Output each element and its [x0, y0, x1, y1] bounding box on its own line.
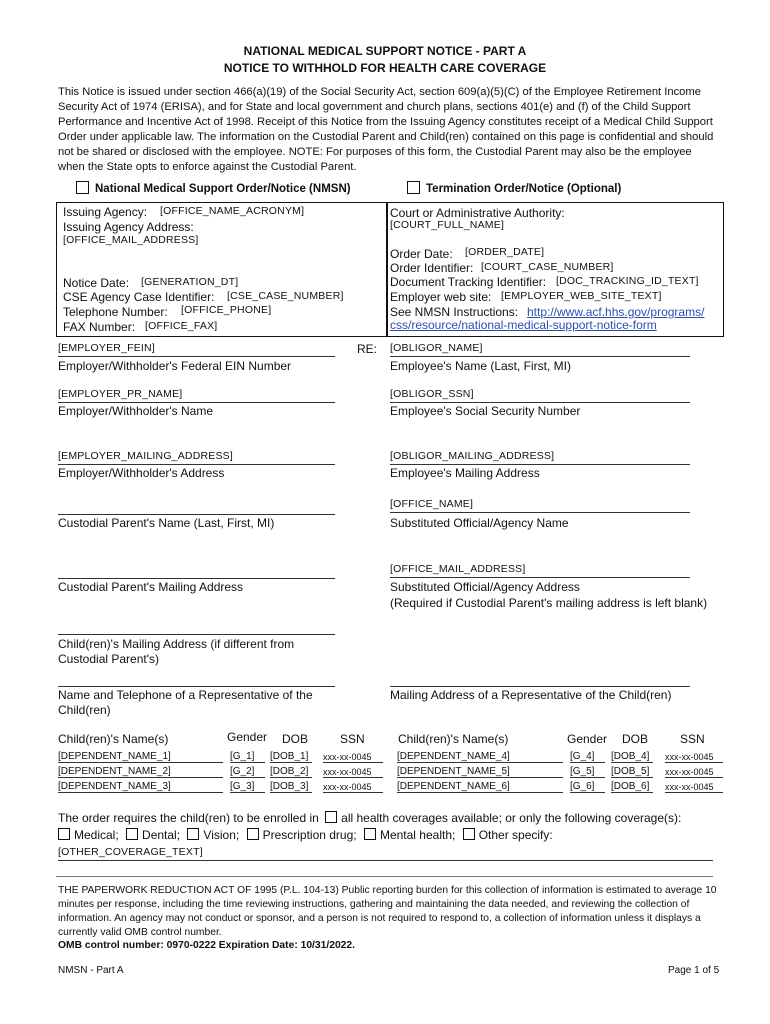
- case-id-value: [CSE_CASE_NUMBER]: [227, 290, 344, 302]
- child-dob-3[interactable]: [DOB_3]: [270, 781, 312, 793]
- child-name-4[interactable]: [DEPENDENT_NAME_4]: [397, 751, 563, 763]
- children-address-label: Child(ren)'s Mailing Address (if different from Custodial Parent's): [58, 637, 295, 666]
- vision-checkbox[interactable]: [187, 828, 199, 840]
- child-gender-3[interactable]: [G_3]: [230, 781, 265, 793]
- child-dob-1[interactable]: [DOB_1]: [270, 751, 312, 763]
- children-header-gender-right: Gender: [567, 732, 608, 746]
- other-coverage-field[interactable]: [OTHER_COVERAGE_TEXT]: [58, 846, 713, 861]
- children-header-dob-left: DOB: [282, 732, 309, 746]
- coverage-line-1b: all health coverages available; or only the following coverage(s):: [341, 811, 682, 825]
- children-header-gender-left: Gender: [227, 730, 268, 744]
- page-title: NATIONAL MEDICAL SUPPORT NOTICE - PART A: [243, 44, 527, 58]
- issuing-address-value: [OFFICE_MAIL_ADDRESS]: [63, 234, 199, 246]
- employer-name-label: Employer/Withholder's Name: [58, 404, 214, 418]
- employer-fein-label: Employer/Withholder's Federal EIN Number: [58, 359, 292, 373]
- child-ssn-5[interactable]: xxx-xx-0045: [665, 767, 723, 778]
- employer-web-value: [EMPLOYER_WEB_SITE_TEXT]: [501, 290, 662, 302]
- child-gender-1[interactable]: [G_1]: [230, 751, 265, 763]
- custodial-name-field[interactable]: [58, 500, 335, 515]
- nmsn-option[interactable]: [76, 181, 351, 195]
- substituted-name-label: Substituted Official/Agency Name: [390, 516, 569, 530]
- employer-address-label: Employer/Withholder's Address: [58, 466, 225, 480]
- child-rep-address-label: Mailing Address of a Representative of the Child(ren): [390, 688, 672, 702]
- representative-field[interactable]: [58, 672, 335, 687]
- child-name-2[interactable]: [DEPENDENT_NAME_2]: [58, 766, 223, 778]
- custodial-address-field[interactable]: [58, 564, 335, 579]
- other-checkbox[interactable]: [463, 828, 475, 840]
- divider: [56, 876, 713, 877]
- order-id-label: Order Identifier:: [390, 261, 474, 275]
- child-ssn-3[interactable]: xxx-xx-0045: [323, 782, 383, 793]
- employee-name-field[interactable]: [OBLIGOR_NAME]: [390, 342, 690, 357]
- phone-label: Telephone Number:: [63, 305, 168, 319]
- issuing-agency-label: Issuing Agency:: [63, 205, 148, 219]
- child-dob-5[interactable]: [DOB_5]: [611, 766, 653, 778]
- instructions-link-1[interactable]: http://www.acf.hhs.gov/programs/: [527, 305, 705, 319]
- employee-ssn-field[interactable]: [OBLIGOR_SSN]: [390, 388, 690, 403]
- child-gender-6[interactable]: [G_6]: [570, 781, 605, 793]
- children-address-field[interactable]: [58, 620, 335, 635]
- instructions-label: See NMSN Instructions:: [390, 305, 519, 319]
- issuing-agency-value: [OFFICE_NAME_ACRONYM]: [160, 205, 305, 217]
- nmsn-checkbox[interactable]: [76, 181, 89, 194]
- child-ssn-4[interactable]: xxx-xx-0045: [665, 752, 723, 763]
- employee-address-field[interactable]: [OBLIGOR_MAILING_ADDRESS]: [390, 450, 690, 465]
- children-header-dob-right: DOB: [622, 732, 649, 746]
- issuing-address-label: Issuing Agency Address:: [63, 220, 194, 234]
- child-dob-6[interactable]: [DOB_6]: [611, 781, 653, 793]
- termination-label: Termination Order/Notice (Optional): [426, 183, 622, 195]
- mental-health-label: Mental health;: [379, 828, 456, 842]
- custodial-address-label: Custodial Parent's Mailing Address: [58, 580, 244, 594]
- custodial-name-label: Custodial Parent's Name (Last, First, MI): [58, 516, 275, 530]
- fax-label: FAX Number:: [63, 320, 136, 334]
- employee-ssn-label: Employee's Social Security Number: [390, 404, 581, 418]
- child-name-6[interactable]: [DEPENDENT_NAME_6]: [397, 781, 563, 793]
- child-gender-2[interactable]: [G_2]: [230, 766, 265, 778]
- authority-value: [COURT_FULL_NAME]: [390, 219, 505, 231]
- coverage-line-2: [58, 828, 553, 842]
- child-ssn-6[interactable]: xxx-xx-0045: [665, 782, 723, 793]
- paperwork-paragraph: THE PAPERWORK REDUCTION ACT OF 1995 (P.L. 104-13) Public reporting burden for this collection of information is estimated to average 10 minutes per response, including the time reviewing instructions, gathering and maintaining the data needed, and reviewing the collection of information. An agency may not conduct or sponsor, and a person is not required to respond to, a collection of information unless it displays a currently valid OMB control number.: [58, 885, 717, 938]
- notice-date-label: Notice Date:: [63, 276, 130, 290]
- employer-web-label: Employer web site:: [390, 290, 492, 304]
- phone-value: [OFFICE_PHONE]: [181, 304, 272, 316]
- mental-health-checkbox[interactable]: [364, 828, 376, 840]
- children-header-ssn-left: SSN: [340, 732, 365, 746]
- coverage-line-1: [58, 811, 681, 825]
- child-name-5[interactable]: [DEPENDENT_NAME_5]: [397, 766, 563, 778]
- footer-form-id: NMSN - Part A: [58, 965, 124, 976]
- doc-tracking-label: Document Tracking Identifier:: [390, 275, 547, 289]
- employee-name-label: Employee's Name (Last, First, MI): [390, 359, 571, 373]
- medical-label: Medical;: [74, 828, 119, 842]
- substituted-address-field[interactable]: [OFFICE_MAIL_ADDRESS]: [390, 563, 690, 578]
- medical-checkbox[interactable]: [58, 828, 70, 840]
- substituted-address-label: Substituted Official/Agency Address: [390, 580, 580, 594]
- dental-checkbox[interactable]: [126, 828, 138, 840]
- substituted-address-note: (Required if Custodial Parent's mailing address is left blank): [390, 596, 708, 610]
- doc-tracking-value: [DOC_TRACKING_ID_TEXT]: [556, 275, 699, 287]
- case-id-label: CSE Agency Case Identifier:: [63, 290, 215, 304]
- employer-address-field[interactable]: [EMPLOYER_MAILING_ADDRESS]: [58, 450, 335, 465]
- prescription-label: Prescription drug;: [262, 828, 357, 842]
- child-gender-4[interactable]: [G_4]: [570, 751, 605, 763]
- order-date-label: Order Date:: [390, 247, 453, 261]
- footer-page-number: Page 1 of 5: [668, 965, 720, 976]
- intro-paragraph: This Notice is issued under section 466(a)(19) of the Social Security Act, section 609(a)(5)(C) of the Employee Retirement Income Security Act of 1974 (ERISA), and for State and local government and church plans, sections 401(e) and (f) of the Child Support Performance and Incentive Act of 1998. Receipt of this Notice from the Issuing Agency constitutes receipt of a Medical Child Support Order under applicable law. The information on the Custodial Parent and Child(ren) contained on this page is confidential and should not be shared or disclosed with the employee. NOTE: For purposes of this form, the Custodial Parent may also be the employee when the State opts to enforce against the Custodial Parent.: [58, 86, 714, 173]
- dental-label: Dental;: [142, 828, 181, 842]
- instructions-link-2[interactable]: css/resource/national-medical-support-notice-form: [390, 318, 657, 332]
- coverage-line-1a: The order requires the child(ren) to be enrolled in: [58, 811, 319, 825]
- substituted-name-field[interactable]: [OFFICE_NAME]: [390, 498, 690, 513]
- other-label: Other specify:: [478, 828, 553, 842]
- employer-name-field[interactable]: [EMPLOYER_PR_NAME]: [58, 388, 335, 403]
- order-date-value: [ORDER_DATE]: [465, 246, 545, 258]
- child-gender-5[interactable]: [G_5]: [570, 766, 605, 778]
- re-label: RE:: [357, 342, 378, 356]
- child-dob-2[interactable]: [DOB_2]: [270, 766, 312, 778]
- all-coverage-checkbox[interactable]: [325, 811, 337, 823]
- omb-number: OMB control number: 0970-0222 Expiration Date: 10/31/2022.: [58, 940, 356, 951]
- fax-value: [OFFICE_FAX]: [145, 320, 218, 332]
- child-dob-4[interactable]: [DOB_4]: [611, 751, 653, 763]
- child-ssn-2[interactable]: xxx-xx-0045: [323, 767, 383, 778]
- employer-fein-field[interactable]: [EMPLOYER_FEIN]: [58, 342, 335, 357]
- termination-checkbox[interactable]: [407, 181, 420, 194]
- child-rep-address-field[interactable]: [390, 672, 690, 687]
- page-subtitle: NOTICE TO WITHHOLD FOR HEALTH CARE COVERAGE: [223, 61, 547, 75]
- children-header-name-right: Child(ren)'s Name(s): [398, 732, 509, 746]
- authority-label: Court or Administrative Authority:: [390, 206, 565, 220]
- child-name-1[interactable]: [DEPENDENT_NAME_1]: [58, 751, 223, 763]
- child-ssn-1[interactable]: xxx-xx-0045: [323, 752, 383, 763]
- prescription-checkbox[interactable]: [247, 828, 259, 840]
- employee-address-label: Employee's Mailing Address: [390, 466, 540, 480]
- child-name-3[interactable]: [DEPENDENT_NAME_3]: [58, 781, 223, 793]
- children-header-ssn-right: SSN: [680, 732, 705, 746]
- termination-option[interactable]: [407, 181, 621, 195]
- notice-date-value: [GENERATION_DT]: [141, 276, 239, 288]
- order-id-value: [COURT_CASE_NUMBER]: [481, 261, 614, 273]
- representative-label: Name and Telephone of a Representative of the Child(ren): [58, 688, 313, 717]
- children-header-name-left: Child(ren)'s Name(s): [58, 732, 169, 746]
- vision-label: Vision;: [203, 828, 240, 842]
- nmsn-label: National Medical Support Order/Notice (NMSN): [95, 183, 351, 195]
